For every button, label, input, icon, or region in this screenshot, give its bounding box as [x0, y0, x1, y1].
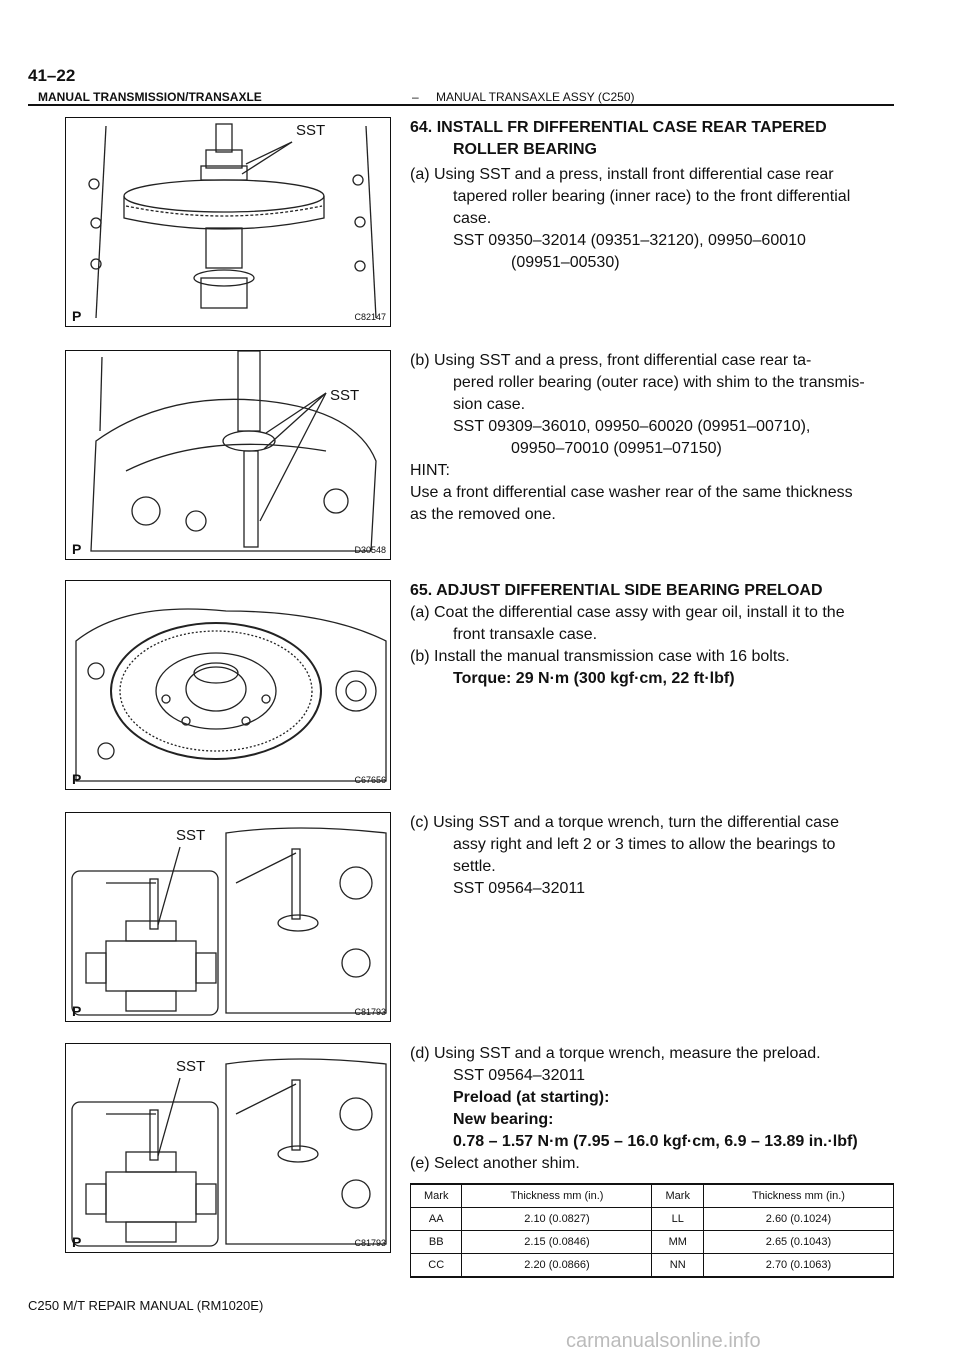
figure-c82147: [65, 117, 391, 327]
step-64a-sst: SST 09350–32014 (09351–32120), 09950–60010: [453, 232, 806, 249]
cell-mark: NN: [652, 1254, 703, 1278]
table-row: [411, 1254, 894, 1278]
step-64b-sst: SST 09309–36010, 09950–60020 (09951–00710),: [453, 418, 811, 435]
step-65c-line2: assy right and left 2 or 3 times to allow the bearings to: [453, 836, 836, 853]
step-64b-line2: pered roller bearing (outer race) with shim to the transmis-: [453, 374, 865, 391]
figure-c81793-turn: [65, 812, 391, 1022]
sst-label: SST: [296, 122, 326, 139]
figure-p-mark: P: [72, 308, 82, 324]
figure-code: D30548: [354, 545, 386, 555]
hint-label: HINT:: [410, 462, 450, 479]
cell-thickness: 2.20 (0.0866): [462, 1254, 652, 1278]
watermark: carmanualsonline.info: [566, 1330, 761, 1352]
step-64a-line1: (a) Using SST and a press, install front differential case rear: [410, 166, 834, 183]
step-65a-line1: (a) Coat the differential case assy with gear oil, install it to the: [410, 604, 845, 621]
figure-p-mark: P: [72, 541, 82, 557]
header-separator: –: [412, 90, 419, 104]
figure-code: C67656: [354, 775, 386, 785]
header-main-title: MANUAL TRANSMISSION/TRANSAXLE: [38, 90, 262, 104]
cell-mark: CC: [411, 1254, 462, 1278]
shim-table: [410, 1183, 894, 1278]
figure-d30548: [65, 350, 391, 560]
header-thickness: Thickness mm (in.): [703, 1184, 893, 1208]
step-65c-line3: settle.: [453, 858, 496, 875]
sst-label: SST: [330, 387, 360, 404]
figure-code: C81793: [354, 1007, 386, 1017]
case-press-illustration: [66, 351, 390, 559]
step-65b-line1: (b) Install the manual transmission case with 16 bolts.: [410, 648, 790, 665]
step-65d-sst: SST 09564–32011: [453, 1067, 585, 1084]
step-64b-line3: sion case.: [453, 396, 526, 413]
cell-mark: MM: [652, 1231, 703, 1254]
cell-thickness: 2.60 (0.1024): [703, 1208, 893, 1231]
cell-mark: AA: [411, 1208, 462, 1231]
figure-code: C82147: [354, 312, 386, 322]
step-64a-line3: case.: [453, 210, 492, 227]
torque-spec: Torque: 29 N·m (300 kgf·cm, 22 ft·lbf): [453, 670, 735, 687]
new-bearing-label: New bearing:: [453, 1111, 554, 1128]
gear-press-illustration: [66, 118, 390, 326]
figure-code: C81793: [354, 1238, 386, 1248]
step-64-title-cont: ROLLER BEARING: [453, 141, 597, 158]
step-64a-sst-cont: (09951–00530): [511, 254, 620, 271]
hint-line1: Use a front differential case washer rear of the same thickness: [410, 484, 853, 501]
step-65-title: 65. ADJUST DIFFERENTIAL SIDE BEARING PRELOAD: [410, 582, 823, 599]
differential-case-illustration: [66, 581, 390, 789]
step-65c-line1: (c) Using SST and a torque wrench, turn the differential case: [410, 814, 839, 831]
header-mark: Mark: [652, 1184, 703, 1208]
figure-p-mark: P: [72, 1234, 82, 1250]
figure-c81793-measure: [65, 1043, 391, 1253]
cell-thickness: 2.10 (0.0827): [462, 1208, 652, 1231]
preload-measure-illustration: [66, 1044, 390, 1252]
header-thickness: Thickness mm (in.): [462, 1184, 652, 1208]
cell-mark: LL: [652, 1208, 703, 1231]
cell-thickness: 2.70 (0.1063): [703, 1254, 893, 1278]
hint-line2: as the removed one.: [410, 506, 556, 523]
step-64a-line2: tapered roller bearing (inner race) to the front differential: [453, 188, 851, 205]
figure-p-mark: P: [72, 1003, 82, 1019]
preload-label: Preload (at starting):: [453, 1089, 610, 1106]
cell-thickness: 2.15 (0.0846): [462, 1231, 652, 1254]
cell-thickness: 2.65 (0.1043): [703, 1231, 893, 1254]
manual-footer: C250 M/T REPAIR MANUAL (RM1020E): [28, 1298, 264, 1313]
page-number: 41–22: [28, 66, 76, 85]
step-65d-line1: (d) Using SST and a torque wrench, measure the preload.: [410, 1045, 821, 1062]
sst-label: SST: [176, 1058, 206, 1075]
step-64-title: 64. INSTALL FR DIFFERENTIAL CASE REAR TAPERED: [410, 119, 827, 136]
step-65a-line2: front transaxle case.: [453, 626, 598, 643]
step-65c-sst: SST 09564–32011: [453, 880, 585, 897]
table-row: [411, 1231, 894, 1254]
figure-c67656: [65, 580, 391, 790]
step-64b-line1: (b) Using SST and a press, front differential case rear ta-: [410, 352, 812, 369]
header-subtitle: MANUAL TRANSAXLE ASSY (C250): [436, 90, 635, 104]
table-header-row: [411, 1184, 894, 1208]
header-mark: Mark: [411, 1184, 462, 1208]
preload-value: 0.78 – 1.57 N·m (7.95 – 16.0 kgf·cm, 6.9 – 13.89 in.·lbf): [453, 1133, 858, 1150]
header-rule: [28, 104, 894, 106]
sst-label: SST: [176, 827, 206, 844]
cell-mark: BB: [411, 1231, 462, 1254]
step-64b-sst-cont: 09950–70010 (09951–07150): [511, 440, 722, 457]
table-row: [411, 1208, 894, 1231]
torque-wrench-illustration: [66, 813, 390, 1021]
step-65e-line1: (e) Select another shim.: [410, 1155, 580, 1172]
figure-p-mark: P: [72, 771, 82, 787]
section-header: [28, 90, 894, 104]
